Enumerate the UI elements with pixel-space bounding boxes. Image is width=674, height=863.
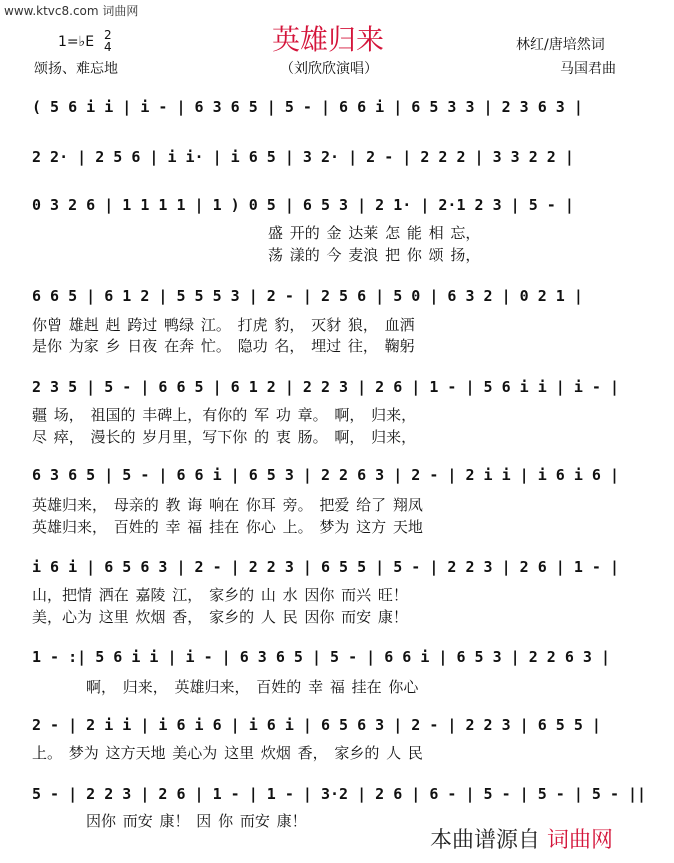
lyric-line-6b: 英雄归来， 百姓的 幸 福 挂在 你心 上。 梦为 这方 天地: [32, 518, 423, 536]
notation-line-3: 0 3 2 6 | 1 1 1 1 | 1 ) 0 5 | 6 5 3 | 2 1· | 2·1 2 3 | 5 - |: [32, 196, 574, 214]
lyric-line-4b: 是你 为家 乡 日夜 在奔 忙。 隐功 名， 埋过 往， 鞠躬: [32, 337, 415, 355]
lyric-line-5a: 疆 场， 祖国的 丰碑上，有你的 军 功 章。 啊， 归来，: [32, 406, 417, 424]
notation-line-5: 2 3 5 | 5 - | 6 6 5 | 6 1 2 | 2 2 3 | 2 6 | 1 - | 5 6 i i | i - |: [32, 378, 619, 396]
lyric-line-10: 因你 而安 康！ 因 你 而安 康！: [86, 812, 307, 830]
lyric-line-4a: 你曾 雄赳 赳 跨过 鸭绿 江。 打虎 豹， 灭豺 狼， 血洒: [32, 316, 415, 334]
song-title: 英雄归来: [272, 23, 385, 56]
lyric-line-8: 啊， 归来， 英雄归来， 百姓的 幸 福 挂在 你心: [86, 678, 419, 696]
notation-line-6: 6 3 6 5 | 5 - | 6 6 i | 6 5 3 | 2 2 6 3 | 2 - | 2 i i | i 6 i 6 |: [32, 466, 619, 484]
lyric-line-7b: 美，心为 这里 炊烟 香， 家乡的 人 民 因你 而安 康！: [32, 608, 408, 626]
lyric-line-9: 上。 梦为 这方天地 美心为 这里 炊烟 香， 家乡的 人 民: [32, 744, 423, 762]
key-signature: 1=♭E: [58, 34, 95, 50]
footer-source: [430, 823, 613, 854]
lyricist-credit: 林红/唐培然词: [516, 37, 605, 53]
lyric-line-6a: 英雄归来， 母亲的 教 诲 响在 你耳 旁。 把爱 给了 翔凤: [32, 496, 423, 514]
lyric-line-3a: 盛 开的 金 达莱 怎 能 相 忘，: [268, 224, 481, 242]
lyric-line-5b: 尽 瘁， 漫长的 岁月里，写下你 的 衷 肠。 啊， 归来，: [32, 428, 417, 446]
notation-line-7: i 6 i | 6 5 6 3 | 2 - | 2 2 3 | 6 5 5 | 5 - | 2 2 3 | 2 6 | 1 - |: [32, 558, 619, 576]
performance-style: 颂扬、难忘地: [34, 61, 118, 77]
footer-site-name[interactable]: 词曲网: [547, 828, 614, 853]
notation-line-4: 6 6 5 | 6 1 2 | 5 5 5 3 | 2 - | 2 5 6 | 5 0 | 6 3 2 | 0 2 1 |: [32, 287, 583, 305]
lyric-line-3b: 荡 漾的 今 麦浪 把 你 颂 扬，: [268, 246, 481, 264]
meter-bottom: 4: [104, 40, 112, 54]
lyric-line-7a: 山，把情 洒在 嘉陵 江， 家乡的 山 水 因你 而兴 旺！: [32, 586, 408, 604]
watermark-site: www.ktvc8.com 词曲网: [4, 4, 139, 18]
meter-top: 2: [104, 28, 112, 42]
notation-line-10: 5 - | 2 2 3 | 2 6 | 1 - | 1 - | 3·2 | 2 6 | 6 - | 5 - | 5 - | 5 - ||: [32, 785, 647, 803]
time-signature: [104, 29, 112, 53]
notation-line-1: ( 5 6 i i | i - | 6 3 6 5 | 5 - | 6 6 i | 6 5 3 3 | 2 3 6 3 |: [32, 98, 583, 116]
singer-credit: （刘欣欣演唱）: [280, 61, 378, 77]
footer-source-text: 本曲谱源自: [430, 828, 541, 853]
notation-line-2: 2 2· | 2 5 6 | i i· | i 6 5 | 3 2· | 2 - | 2 2 2 | 3 3 2 2 |: [32, 148, 574, 166]
notation-line-8: 1 - :| 5 6 i i | i - | 6 3 6 5 | 5 - | 6 6 i | 6 5 3 | 2 2 6 3 |: [32, 648, 610, 666]
composer-credit: 马国君曲: [560, 61, 616, 77]
notation-line-9: 2 - | 2 i i | i 6 i 6 | i 6 i | 6 5 6 3 | 2 - | 2 2 3 | 6 5 5 |: [32, 716, 601, 734]
